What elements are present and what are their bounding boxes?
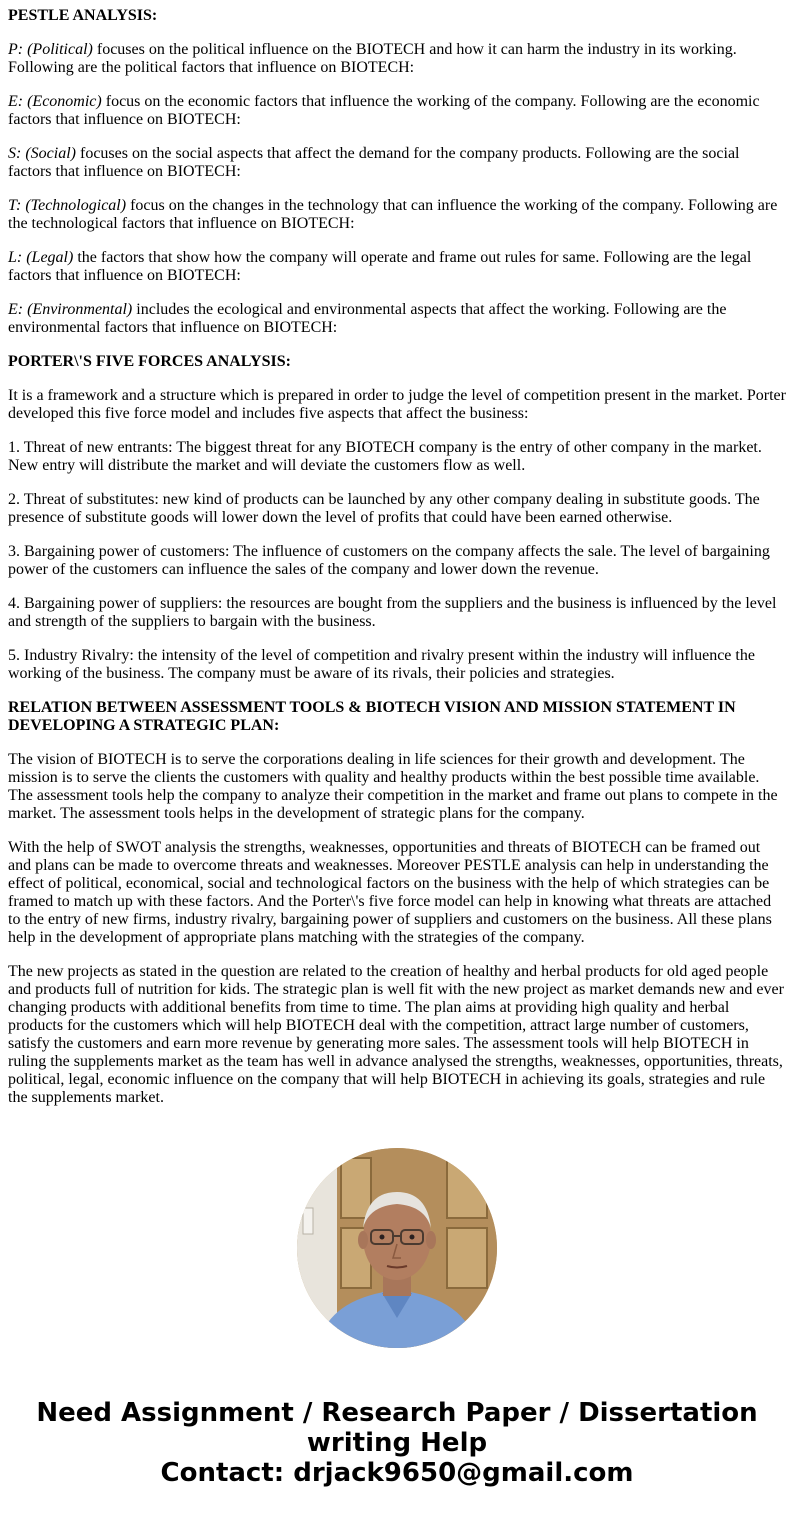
author-portrait-icon bbox=[297, 1148, 497, 1348]
pestle-heading: PESTLE ANALYSIS: bbox=[8, 7, 158, 24]
porter-item: 4. Bargaining power of suppliers: the resources are bought from the suppliers and the business is influenced by the level and strength of the suppliers to bargain with the business. bbox=[8, 595, 777, 630]
relation-paragraph: The new projects as stated in the question are related to the creation of healthy and herbal products for old aged people and products full of nutrition for kids. The strategic plan is well fit with the new project as market demands new and ever changing products with additional benefits from time to time. The plan aims at providing high quality and herbal products for the customers which will help BIOTECH deal with the competition, attract large number of customers, satisfy the customers and earn more revenue by generating more sales. The assessment tools will help BIOTECH in ruling the supplements market as the team has well in advance analysed the strengths, weaknesses, opportunities, threats, political, legal, economic influence on the company that will help BIOTECH in achieving its goals, strategies and rule the supplements market. bbox=[8, 963, 784, 1106]
porter-heading: PORTER\'S FIVE FORCES ANALYSIS: bbox=[8, 353, 291, 370]
pestle-economic bbox=[8, 93, 786, 129]
pestle-label: E: (Economic) bbox=[8, 93, 102, 110]
author-photo bbox=[297, 1148, 497, 1348]
promo-line-1: Need Assignment / Research Paper / Dissertation bbox=[36, 1398, 758, 1428]
relation-paragraph: With the help of SWOT analysis the strengths, weaknesses, opportunities and threats of BIOTECH can be framed out and plans can be made to overcome threats and weaknesses. Moreover PESTLE analysis can help in understanding the effect of political, economical, social and technological factors on the business with the help of which strategies can be framed to match up with these factors. And the Porter\'s five force model can help in knowing what threats are attached to the entry of new firms, industry rivalry, bargaining power of suppliers and customers on the business. All these plans help in the development of appropriate plans matching with the strategies of the company. bbox=[8, 839, 772, 946]
porter-item: 2. Threat of substitutes: new kind of products can be launched by any other company dealing in substitute goods. The presence of substitute goods will lower down the level of profits that could have been earned otherwise. bbox=[8, 491, 760, 526]
relation-paragraph: The vision of BIOTECH is to serve the corporations dealing in life sciences for their growth and development. The mission is to serve the clients the customers with quality and healthy products within the best possible time available. The assessment tools help the company to analyze their competition in the market and frame out plans to compete in the market. The assessment tools helps in the development of strategic plans for the company. bbox=[8, 751, 778, 822]
pestle-text: focus on the changes in the technology that can influence the working of the company. Following are the technological factors that influence on BIOTECH: bbox=[8, 197, 778, 232]
pestle-label: L: (Legal) bbox=[8, 249, 74, 266]
relation-heading: RELATION BETWEEN ASSESSMENT TOOLS & BIOTECH VISION AND MISSION STATEMENT IN DEVELOPING A STRATEGIC PLAN: bbox=[8, 699, 736, 734]
promo-line-2: writing Help bbox=[306, 1428, 488, 1458]
pestle-text: focuses on the political influence on the BIOTECH and how it can harm the industry in its working. Following are the political factors that influence on BIOTECH: bbox=[8, 41, 737, 76]
promo-banner bbox=[8, 1398, 786, 1488]
pestle-text: focus on the economic factors that influence the working of the company. Following are the economic factors that influence on BIOTECH: bbox=[8, 93, 760, 128]
pestle-text: focuses on the social aspects that affect the demand for the company products. Following are the social factors that influence on BIOTECH: bbox=[8, 145, 740, 180]
author-photo-wrap bbox=[8, 1148, 786, 1348]
porter-intro: It is a framework and a structure which is prepared in order to judge the level of competition present in the market. Porter developed this five force model and includes five aspects that affect the business: bbox=[8, 387, 786, 422]
pestle-text: includes the ecological and environmental aspects that affect the working. Following are the environmental factors that influence on BIOTECH: bbox=[8, 301, 727, 336]
porter-item: 1. Threat of new entrants: The biggest threat for any BIOTECH company is the entry of other company in the market. New entry will distribute the market and will deviate the customers flow as well. bbox=[8, 439, 762, 474]
pestle-environmental bbox=[8, 301, 786, 337]
pestle-text: the factors that show how the company will operate and frame out rules for same. Following are the legal factors that influence on BIOTECH: bbox=[8, 249, 752, 284]
pestle-political bbox=[8, 41, 786, 77]
porter-item: 5. Industry Rivalry: the intensity of the level of competition and rivalry present within the industry will influence the working of the business. The company must be aware of its rivals, their policies and strategies. bbox=[8, 647, 755, 682]
spacer bbox=[8, 1123, 786, 1148]
pestle-label: T: (Technological) bbox=[8, 197, 127, 214]
pestle-legal bbox=[8, 249, 786, 285]
pestle-label: P: (Political) bbox=[8, 41, 93, 58]
pestle-social bbox=[8, 145, 786, 181]
pestle-technological bbox=[8, 197, 786, 233]
promo-contact: Contact: drjack9650@gmail.com bbox=[160, 1458, 634, 1488]
pestle-label: S: (Social) bbox=[8, 145, 76, 162]
porter-item: 3. Bargaining power of customers: The influence of customers on the company affects the sale. The level of bargaining power of the customers can influence the sales of the company and lower down the revenue. bbox=[8, 543, 770, 578]
pestle-label: E: (Environmental) bbox=[8, 301, 133, 318]
article bbox=[8, 0, 786, 1107]
